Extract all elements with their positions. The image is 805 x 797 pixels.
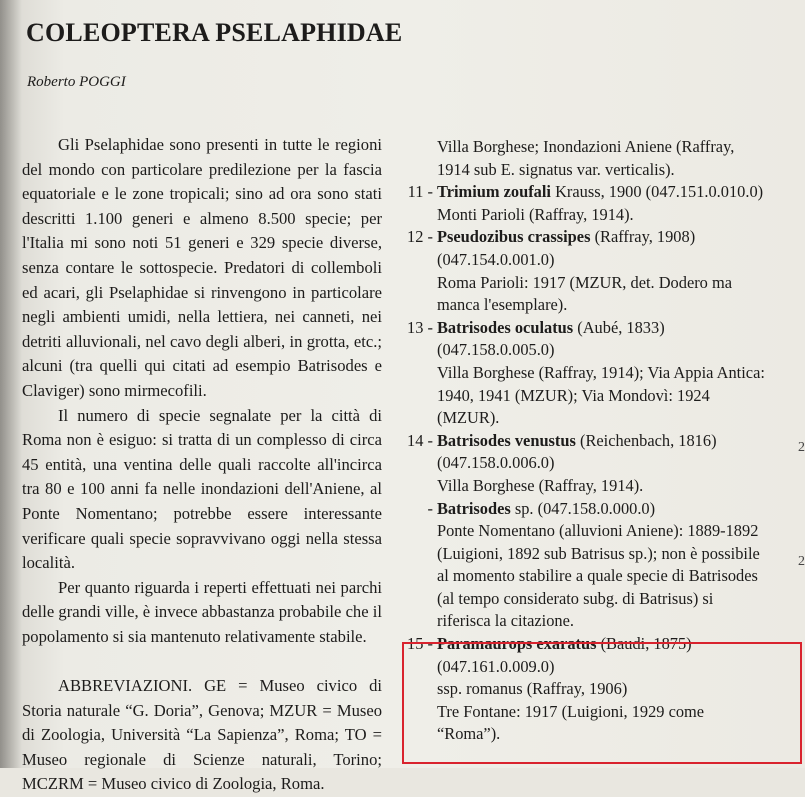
entry-line: 1940, 1941 (MZUR); Via Mondovì: 1924	[437, 385, 710, 405]
entry-line: Monti Parioli (Raffray, 1914).	[437, 204, 634, 224]
entry-line: ssp. romanus (Raffray, 1906)	[437, 679, 628, 699]
binding-shadow	[0, 0, 22, 768]
species-authority: Krauss, 1900 (047.151.0.010.0)	[550, 182, 764, 202]
entry-line: manca l'esemplare).	[437, 295, 568, 315]
species-entry-12	[401, 226, 796, 316]
entry-line: (al tempo considerato subg. di Batrisus) si	[437, 588, 714, 608]
entry-number: 15 -	[407, 634, 433, 654]
entry-line: Tre Fontane: 1917 (Luigioni, 1929 come	[437, 701, 705, 721]
highlight-box	[402, 642, 802, 764]
entry-line: Villa Borghese (Raffray, 1914); Via Appia Antica:	[437, 362, 765, 382]
species-entry-11	[401, 181, 796, 226]
species-entry-14	[401, 430, 796, 498]
species-name: Batrisodes venustus	[437, 430, 576, 450]
article-title: COLEOPTERA PSELAPHIDAE	[26, 18, 403, 47]
entry-number: 13 -	[407, 317, 433, 337]
species-authority: (Aubé, 1833)	[573, 317, 665, 337]
continuation-line: 1914 sub E. signatus var. verticalis).	[437, 159, 675, 179]
species-authority: (Raffray, 1908)	[590, 227, 696, 247]
entry-line: al momento stabilire a quale specie di Batrisodes	[437, 566, 758, 586]
species-name: Batrisodes oculatus	[437, 317, 574, 337]
entry-line: riferisca la citazione.	[437, 611, 574, 631]
entry-number: 14 -	[407, 430, 433, 450]
species-name: Batrisodes	[437, 498, 511, 518]
entry-number: 12 -	[407, 227, 433, 247]
species-entry-13	[401, 317, 796, 430]
paragraph-intro: Gli Pselaphidae sono presenti in tutte le regioni del mondo con particolare predilezione per la fascia equatoriale e le zone tropicali; sino ad ora sono stati descritti 1.100 generi e almeno 8.500 specie; per l'Italia mi sono noti 51 generi e 329 specie diverse, senza contare le sottospecie. Predatori di collemboli ed acari, gli Pselaphidae si rinvengono in particolare negli ambienti umidi, nella lettiera, nei canneti, nei detriti alluvionali, nel cavo degli alberi, in grotta, etc.; alcuni (tra quelli qui citati ad esempio Batrisodes e Claviger) sono mirmecofili.	[22, 135, 382, 400]
entry-line: (047.154.0.001.0)	[437, 249, 555, 269]
entry-line: Ponte Nomentano (alluvioni Aniene): 1889-1892	[437, 521, 759, 541]
cut-off-margin-mark: 2	[798, 554, 805, 569]
species-name: Trimium zoufali	[437, 182, 551, 202]
entry-line: Roma Parioli: 1917 (MZUR, det. Dodero ma	[437, 272, 732, 292]
entry-line: (Luigioni, 1892 sub Batrisus sp.); non è possibile	[437, 543, 760, 563]
entry-line: (MZUR).	[437, 408, 500, 428]
species-name: Pseudozibus crassipes	[437, 227, 591, 247]
entry-number: -	[427, 498, 433, 518]
entry-line: “Roma”).	[437, 724, 501, 744]
species-authority: sp. (047.158.0.000.0)	[510, 498, 656, 518]
continuation-entry	[401, 136, 796, 181]
entry-number: 11 -	[407, 182, 433, 202]
entry-line: (047.161.0.009.0)	[437, 656, 555, 676]
entry-line: (047.158.0.005.0)	[437, 340, 555, 360]
species-name: Paramaurops exaratus	[437, 634, 597, 654]
article-author: Roberto POGGI	[27, 74, 126, 90]
species-authority: (Baudi, 1875)	[596, 634, 692, 654]
continuation-line: Villa Borghese; Inondazioni Aniene (Raffray,	[437, 137, 735, 156]
paragraph-species-count: Il numero di specie segnalate per la città di Roma non è esiguo: si tratta di un complesso di circa 45 entità, una ventina delle quali raccolte all'incirca tra 80 e 100 anni fa nelle inondazioni dell'Aniene, al Ponte Nomentano; potrebbe essere interessante verificare quali specie sopravvivano oggi nella stessa località.	[22, 405, 382, 573]
entry-line: Villa Borghese (Raffray, 1914).	[437, 475, 644, 495]
paragraph-villas: Per quanto riguarda i reperti effettuati nei parchi delle grandi ville, è invece abbastanza probabile che il popolamento si sia mantenuto relativamente stabile.	[22, 577, 382, 646]
cut-off-margin-mark: 2	[798, 440, 805, 455]
paragraph-abbreviations: ABBREVIAZIONI. GE = Museo civico di Storia naturale “G. Doria”, Genova; MZUR = Museo di Zoologia, Università “La Sapienza”, Roma; TO = Museo regionale di Scienze naturali, Torino; MCZRM = Museo civico di Zoologia, Roma.	[22, 676, 382, 794]
species-entry-batrisodes-sp	[401, 498, 796, 634]
entry-line: (047.158.0.006.0)	[437, 453, 555, 473]
species-authority: (Reichenbach, 1816)	[575, 430, 717, 450]
left-column	[22, 133, 382, 797]
